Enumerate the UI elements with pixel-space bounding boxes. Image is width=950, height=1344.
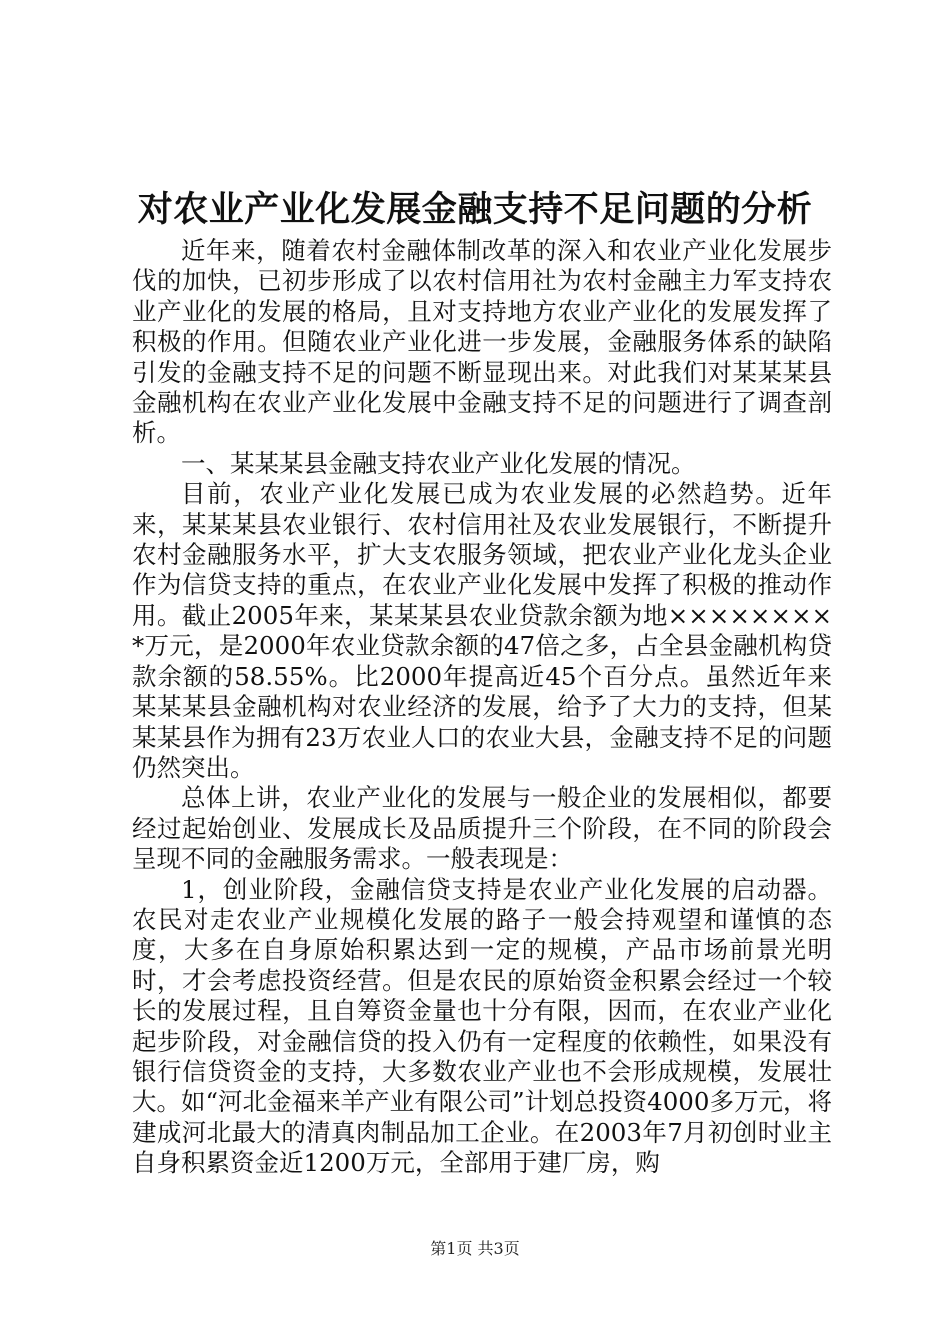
section-heading-1: 一、某某某县金融支持农业产业化发展的情况。 <box>181 448 696 478</box>
paragraph-overview: 总体上讲，农业产业化的发展与一般企业的发展相似，都要经过起始创业、发展成长及品质提升三个阶段，在不同的阶段会呈现不同的金融服务需求。一般表现是： <box>132 783 832 874</box>
page-number-footer: 第1页 共3页 <box>430 1239 520 1258</box>
paragraph-intro: 近年来，随着农村金融体制改革的深入和农业产业化发展步伐的加快，已初步形成了以农村信用社为农村金融主力军支持农业产业化的发展的格局，且对支持地方农业产业化的发展发挥了积极的作用。但随农业产业化进一步发展，金融服务体系的缺陷引发的金融支持不足的问题不断显现出来。对此我们对某某某县金融机构在农业产业化发展中金融支持不足的问题进行了调查剖析。 <box>132 236 832 448</box>
document-title: 对农业产业化发展金融支持不足问题的分析 <box>137 189 813 230</box>
document-body <box>132 236 832 1179</box>
paragraph-startup-stage: 1，创业阶段，金融信贷支持是农业产业化发展的启动器。农民对走农业产业规模化发展的路子一般会持观望和谨慎的态度，大多在自身原始积累达到一定的规模，产品市场前景光明时，才会考虑投资经营。但是农民的原始资金积累会经过一个较长的发展过程，且自筹资金量也十分有限，因而，在农业产业化起步阶段，对金融信贷的投入仍有一定程度的依赖性，如果没有银行信贷资金的支持，大多数农业产业也不会形成规模，发展壮大。如“河北金福来羊产业有限公司”计划总投资4000多万元，将建成河北最大的清真肉制品加工企业。在2003年7月初创时业主自身积累资金近1200万元，全部用于建厂房，购 <box>132 874 832 1178</box>
paragraph-current-situation: 目前，农业产业化发展已成为农业发展的必然趋势。近年来，某某某县农业银行、农村信用社及农业发展银行，不断提升农村金融服务水平，扩大支农服务领域，把农业产业化龙头企业作为信贷支持的重点，在农业产业化发展中发挥了积极的推动作用。截止2005年来，某某某县农业贷款余额为地××××××××*万元，是2000年农业贷款余额的47倍之多，占全县金融机构贷款余额的58.55%。比2000年提高近45个百分点。虽然近年来某某某县金融机构对农业经济的发展，给予了大力的支持，但某某某县作为拥有23万农业人口的农业大县，金融支持不足的问题仍然突出。 <box>132 479 832 782</box>
